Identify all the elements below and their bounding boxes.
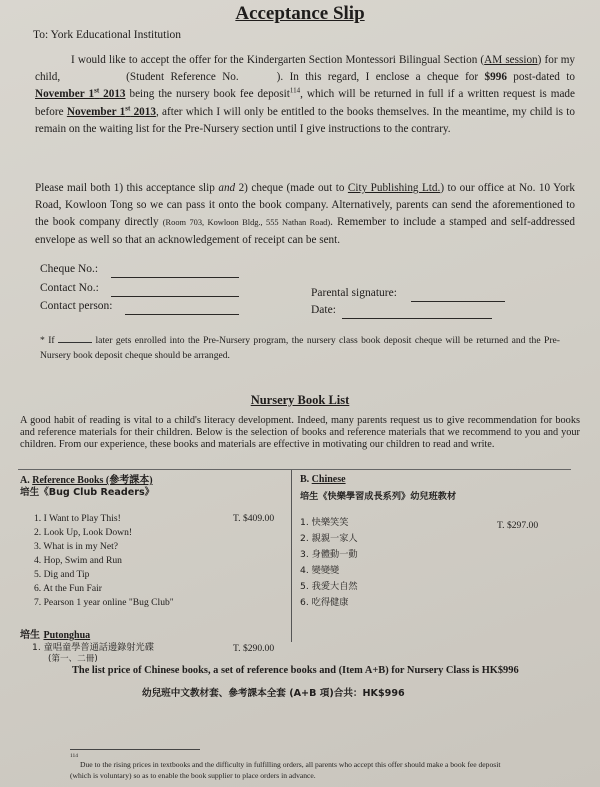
footnote-rule xyxy=(70,749,200,750)
bug-club-subheading: 培生《Bug Club Readers》 xyxy=(20,487,155,498)
putonghua-item: 1. 童唱童學普通話邊錄射光碟 xyxy=(32,642,154,653)
contact-person-label: Contact person: xyxy=(40,300,113,312)
date-label: Date: xyxy=(311,304,336,316)
list-item: 1. 快樂笑笑 xyxy=(300,517,349,528)
cheque-label: Cheque No.: xyxy=(40,263,99,275)
putonghua-item-volumes: (第一、二冊) xyxy=(48,654,98,664)
post-date: November 1st 2013 xyxy=(35,86,126,101)
putonghua-price: T. $290.00 xyxy=(233,643,275,654)
list-item: 3. 身體動一動 xyxy=(300,549,358,560)
book-company-address: (Room 703, Kowloon Bldg., 555 Nathan Road) xyxy=(162,218,331,228)
footnote-line-2: (which is voluntary) so as to enable the book supplier to place orders in advance. xyxy=(70,771,316,780)
payee-name: City Publishing Ltd. xyxy=(347,182,441,194)
cheque-field[interactable] xyxy=(111,277,239,278)
contact-person-field[interactable] xyxy=(125,314,239,315)
reference-books-heading: A. Reference Books (參考課本) xyxy=(20,475,153,486)
chinese-heading: B. Chinese xyxy=(300,474,346,485)
footnote-line-1: Due to the rising prices in textbooks and the difficulty in fulfilling orders, all parents who accept this offer should make a book fee deposit xyxy=(80,760,501,769)
list-item: 5. 我愛大自然 xyxy=(300,581,358,592)
refund-deadline: November 1st 2013 xyxy=(66,103,156,118)
list-item: 2. 親親一家人 xyxy=(300,533,358,544)
signature-field[interactable] xyxy=(411,301,505,302)
total-price-chinese: 幼兒班中文教材套、參考課本全套 (A+B 項)合共：HK$996 xyxy=(142,688,405,699)
chinese-books-price: T. $297.00 xyxy=(497,520,539,531)
pre-nursery-note: * If later gets enrolled into the Pre-Nursery program, the nursery class book deposit cheque will be returned and the Pre-Nursery book deposit cheque should be arranged. xyxy=(40,335,560,361)
putonghua-heading: 培生 Putonghua xyxy=(20,630,91,641)
list-item: 5. Dig and Tip xyxy=(34,569,90,580)
date-field[interactable] xyxy=(342,318,492,319)
reading-intro-paragraph: A good habit of reading is vital to a child's literacy development. Indeed, many parents request us to give recommendation for books and reference materials for their children. Below is the selection of books and reference materials that we recommend to you and your children. From our experience, these books and materials are effective in motivating our children to read and write. xyxy=(20,415,580,451)
list-item: 6. At the Fun Fair xyxy=(34,583,102,594)
recipient-line: To: York Educational Institution xyxy=(33,29,182,41)
reference-books-price: T. $409.00 xyxy=(233,513,275,524)
acceptance-paragraph: I would like to accept the offer for the Kindergarten Section Montessori Bilingual Section (AM session) for my child, (Student Reference No. ). In this regard, I enclose a cheque for $996 post-dated to November 1st 2013 being the nursery book fee deposit$^{114}$, which will be returned in full if a written request is made before November 1st 2013, after which I will only be entitled to the books themselves. In the meantime, my child is to remain on the waiting list for the Pre-Nursery section until I give instructions to the contrary. xyxy=(35,54,575,135)
signature-label: Parental signature: xyxy=(311,287,397,299)
list-item: 6. 吃得健康 xyxy=(300,597,349,608)
am-session: AM session xyxy=(484,54,538,66)
list-item: 3. What is in my Net? xyxy=(34,541,119,552)
footnote-number: 114 xyxy=(70,753,79,759)
page-title: Acceptance Slip xyxy=(235,3,365,24)
book-list-title: Nursery Book List xyxy=(250,393,350,407)
footnote-ref: 114 xyxy=(289,86,301,95)
column-divider xyxy=(291,470,292,642)
list-item: 7. Pearson 1 year online "Bug Club" xyxy=(34,597,174,608)
table-top-rule xyxy=(18,469,571,470)
chinese-series-subheading: 培生《快樂學習成長系列》幼兒班教材 xyxy=(300,491,457,502)
list-item: 2. Look Up, Look Down! xyxy=(34,527,133,538)
list-item: 4. 變變變 xyxy=(300,565,340,576)
deposit-amount: $996 xyxy=(484,71,507,84)
total-price-english: The list price of Chinese books, a set of reference books and (Item A+B) for Nursery Class is HK$996 xyxy=(72,665,519,676)
list-item: 4. Hop, Swim and Run xyxy=(34,555,122,566)
list-item: 1. I Want to Play This! xyxy=(34,513,121,524)
contact-no-field[interactable] xyxy=(111,296,239,297)
contact-no-label: Contact No.: xyxy=(40,282,99,294)
mailing-paragraph: Please mail both 1) this acceptance slip and 2) cheque (made out to City Publishing Ltd.) to our office at No. 10 York Road, Kowloon Tong so we can pass it onto the book company. Alternatively, parents can send the aforementioned to the book company directly (Room 703, Kowloon Bldg., 555 Nathan Road). Remember to include a stamped and self-addressed envelope as well so that an acknowledgement of receipt can be sent. xyxy=(35,182,575,246)
